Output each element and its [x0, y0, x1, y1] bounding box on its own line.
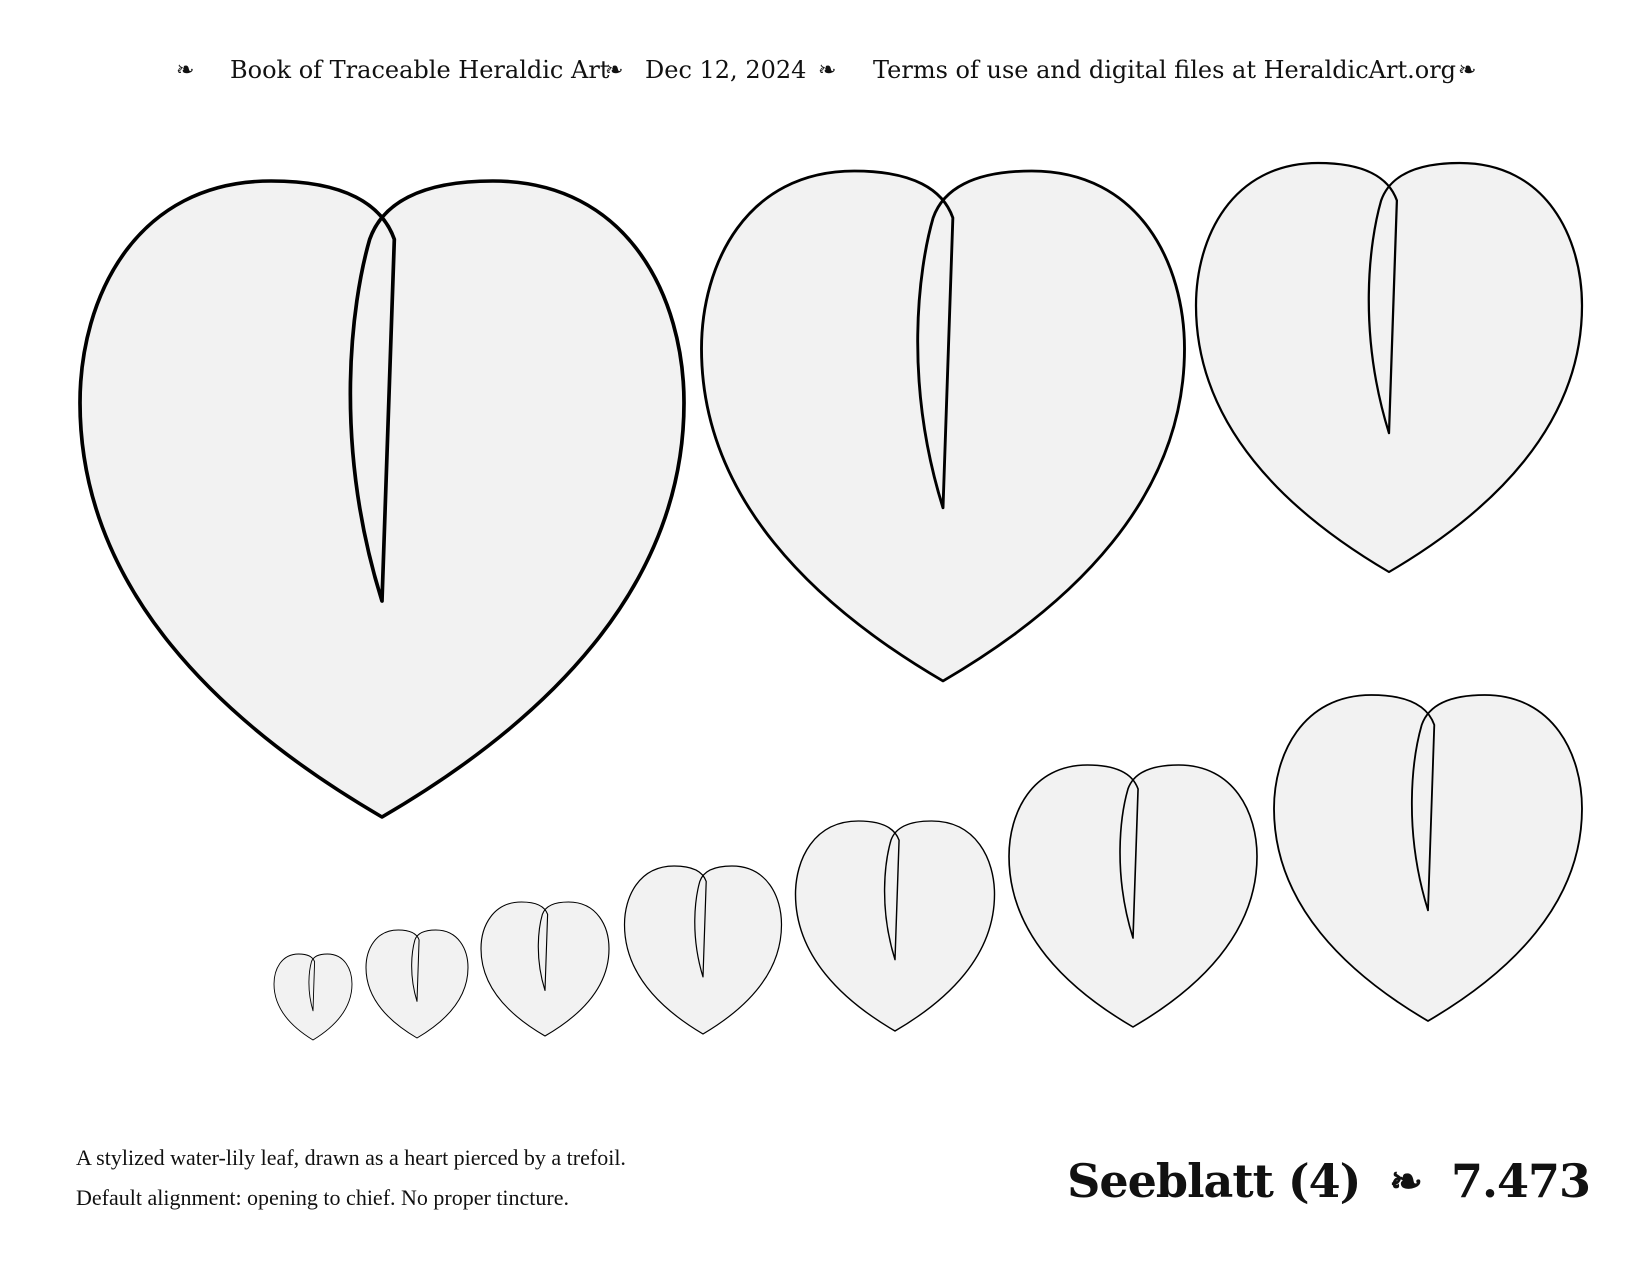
- fleuron-icon: ❧: [605, 58, 624, 83]
- seeblatt-leaf-5: [366, 930, 468, 1038]
- description-line-2: Default alignment: opening to chief. No proper tincture.: [76, 1185, 570, 1210]
- seeblatt-leaf-8: [796, 821, 995, 1031]
- seeblatt-leaf-1: [80, 181, 684, 817]
- seeblatt-leaf-4: [274, 954, 352, 1040]
- header-date: Dec 12, 2024: [645, 56, 807, 84]
- charge-title: [1067, 1150, 1590, 1208]
- book-title: Book of Traceable Heraldic Art: [230, 56, 610, 84]
- fleuron-icon: ❧: [1389, 1157, 1422, 1205]
- fleuron-icon: ❧: [1458, 58, 1477, 83]
- charge-number: 7.473: [1450, 1154, 1590, 1208]
- seeblatt-leaf-2: [702, 171, 1185, 681]
- description: [76, 1138, 626, 1218]
- seeblatt-leaf-3: [1196, 163, 1582, 572]
- seeblatt-leaf-7: [625, 866, 782, 1034]
- fleuron-icon: ❧: [818, 58, 837, 83]
- seeblatt-leaf-10: [1274, 695, 1582, 1021]
- seeblatt-leaf-6: [481, 902, 609, 1036]
- terms-link[interactable]: Terms of use and digital files at HeraldicArt.org: [873, 56, 1457, 84]
- description-line-1: A stylized water-lily leaf, drawn as a heart pierced by a trefoil.: [76, 1145, 626, 1170]
- charge-name: Seeblatt (4): [1067, 1154, 1361, 1208]
- fleuron-icon: ❧: [176, 58, 195, 83]
- seeblatt-leaf-9: [1009, 765, 1257, 1027]
